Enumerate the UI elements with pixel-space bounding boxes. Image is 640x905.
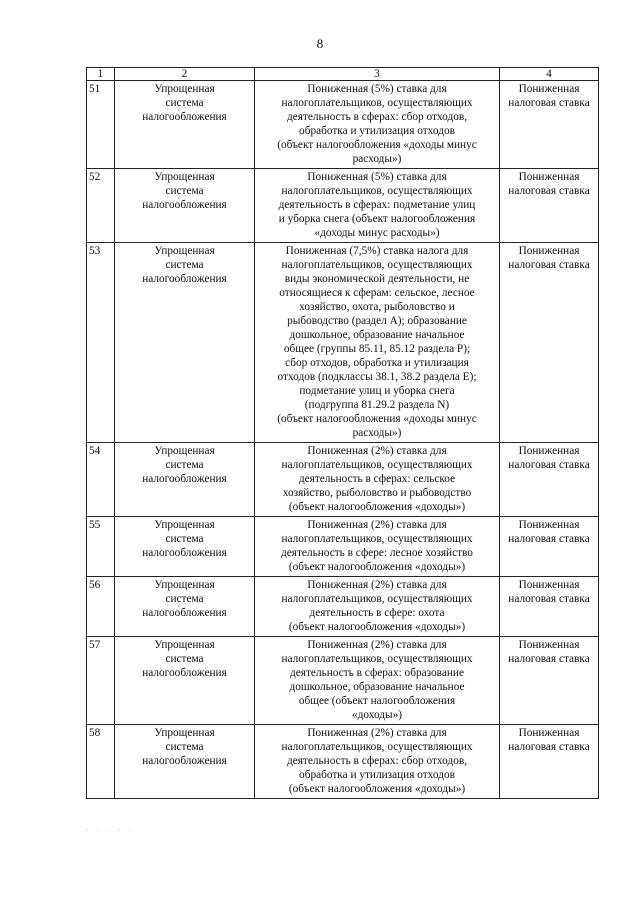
benefit-description-cell: [255, 169, 500, 243]
benefit-description-cell-line: отходов (подклассы 38.1, 38.2 раздела Е);: [277, 371, 477, 383]
benefit-type-cell: [500, 517, 599, 577]
tax-regime-cell: [115, 169, 255, 243]
tax-regime-cell-line: система: [165, 259, 204, 271]
benefit-description-cell-line: налогоплательщиков, осуществляющих: [281, 533, 473, 545]
benefit-description-cell: [255, 725, 500, 799]
tax-regime-cell: [115, 443, 255, 517]
column-header-4: 4: [500, 68, 599, 81]
benefit-type-cell: [500, 81, 599, 169]
benefit-description-cell-line: хозяйство, рыболовство и рыбоводство: [282, 487, 472, 499]
benefit-description-cell-line: налогоплательщиков, осуществляющих: [281, 459, 473, 471]
tax-regime-cell-line: система: [165, 533, 204, 545]
tax-regime-cell: [115, 577, 255, 637]
benefit-description-cell-line: деятельность в сферах: сельское: [298, 473, 456, 485]
benefit-type-cell: [500, 243, 599, 443]
column-header-3: 3: [255, 68, 500, 81]
benefit-type-cell-line: Пониженная: [518, 639, 580, 651]
benefit-description-cell-line: налогоплательщиков, осуществляющих: [281, 741, 473, 753]
tax-regime-cell-line: Упрощенная: [154, 579, 215, 591]
tax-regime-cell-line: Упрощенная: [154, 519, 215, 531]
tax-regime-cell-line: налогообложения: [142, 755, 227, 767]
benefit-description-cell: [255, 243, 500, 443]
column-header-1: 1: [87, 68, 115, 81]
benefit-description-cell-line: рыбоводство (раздел А); образование: [287, 315, 467, 327]
tax-regime-cell-line: Упрощенная: [154, 727, 215, 739]
tax-regime-cell-line: Упрощенная: [154, 639, 215, 651]
row-number: 51: [87, 81, 115, 169]
tax-regime-cell-line: налогообложения: [142, 547, 227, 559]
benefit-type-cell-line: Пониженная: [518, 579, 580, 591]
benefit-description-cell-line: (объект налогообложения «доходы»): [288, 561, 466, 573]
benefit-type-cell-line: Пониженная: [518, 83, 580, 95]
benefit-description-cell-line: Пониженная (2%) ставка для: [307, 727, 447, 739]
benefit-description-cell-line: деятельность в сферах: сбор отходов,: [286, 111, 468, 123]
benefit-type-cell-line: Пониженная: [518, 727, 580, 739]
benefit-description-cell-line: налогоплательщиков, осуществляющих: [281, 97, 473, 109]
row-number: 58: [87, 725, 115, 799]
benefit-description-cell-line: деятельность в сфере: лесное хозяйство: [281, 547, 473, 559]
row-number: 56: [87, 577, 115, 637]
table-body: [87, 81, 599, 799]
benefit-description-cell-line: «доходы минус расходы»): [314, 227, 440, 239]
tax-regime-cell-line: Упрощенная: [154, 83, 215, 95]
benefit-type-cell: [500, 637, 599, 725]
benefit-description-cell: [255, 517, 500, 577]
benefit-description-cell-line: Пониженная (5%) ставка для: [307, 83, 447, 95]
benefit-description-cell-line: обработка и утилизация отходов: [299, 769, 455, 781]
benefit-description-cell: [255, 81, 500, 169]
benefit-type-cell: [500, 169, 599, 243]
tax-regime-cell-line: налогообложения: [142, 667, 227, 679]
benefit-description-cell: [255, 443, 500, 517]
table-row: [87, 577, 599, 637]
tax-regime-cell-line: налогообложения: [142, 473, 227, 485]
benefit-description-cell-line: (объект налогообложения «доходы минус: [277, 139, 477, 151]
benefit-description-cell-line: Пониженная (5%) ставка для: [307, 171, 447, 183]
tax-regime-cell-line: налогообложения: [142, 111, 227, 123]
benefit-description-cell-line: относящиеся к сферам: сельское, лесное: [279, 287, 475, 299]
scan-artifact: · · · · ·: [86, 826, 135, 835]
benefit-type-cell-line: Пониженная: [518, 519, 580, 531]
benefit-description-cell-line: Пониженная (2%) ставка для: [307, 639, 447, 651]
tax-regime-cell: [115, 637, 255, 725]
tax-regime-cell-line: налогообложения: [142, 273, 227, 285]
benefit-description-cell-line: виды экономической деятельности, не: [284, 273, 470, 285]
benefit-description-cell-line: дошкольное, образование начальное: [289, 681, 465, 693]
table-row: [87, 517, 599, 577]
tax-benefits-table: [86, 67, 599, 799]
benefit-description-cell-line: деятельность в сферах: образование: [290, 667, 464, 679]
benefit-type-cell-line: Пониженная: [518, 245, 580, 257]
benefit-type-cell-line: налоговая ставка: [508, 459, 590, 471]
benefit-type-cell-line: налоговая ставка: [508, 653, 590, 665]
benefit-description-cell-line: сбор отходов, обработка и утилизация: [285, 357, 469, 369]
benefit-description-cell: [255, 577, 500, 637]
benefit-type-cell-line: налоговая ставка: [508, 741, 590, 753]
table-header-row: [87, 68, 599, 81]
tax-regime-cell-line: налогообложения: [142, 607, 227, 619]
benefit-description-cell-line: деятельность в сфере: охота: [309, 607, 445, 619]
row-number: 53: [87, 243, 115, 443]
benefit-description-cell-line: расходы»): [352, 427, 402, 439]
benefit-description-cell-line: налогоплательщиков, осуществляющих: [281, 185, 473, 197]
row-number: 54: [87, 443, 115, 517]
tax-regime-cell-line: система: [165, 741, 204, 753]
benefit-type-cell-line: налоговая ставка: [508, 259, 590, 271]
benefit-type-cell-line: Пониженная: [518, 445, 580, 457]
benefit-description-cell-line: Пониженная (2%) ставка для: [307, 519, 447, 531]
benefit-type-cell-line: Пониженная: [518, 171, 580, 183]
benefit-description-cell-line: обработка и утилизация отходов: [299, 125, 455, 137]
table-row: [87, 169, 599, 243]
tax-regime-cell: [115, 243, 255, 443]
benefit-description-cell-line: Пониженная (2%) ставка для: [307, 579, 447, 591]
benefit-type-cell-line: налоговая ставка: [508, 593, 590, 605]
row-number: 55: [87, 517, 115, 577]
benefit-description-cell-line: «доходы»): [351, 709, 403, 721]
tax-regime-cell-line: система: [165, 593, 204, 605]
benefit-description-cell-line: деятельность в сферах: сбор отходов,: [286, 755, 468, 767]
benefit-type-cell-line: налоговая ставка: [508, 533, 590, 545]
tax-regime-cell: [115, 725, 255, 799]
benefit-description-cell-line: дошкольное, образование начальное: [289, 329, 465, 341]
row-number: 52: [87, 169, 115, 243]
table-row: [87, 637, 599, 725]
tax-regime-cell-line: налогообложения: [142, 199, 227, 211]
tax-regime-cell-line: система: [165, 185, 204, 197]
tax-regime-cell: [115, 81, 255, 169]
table-row: [87, 725, 599, 799]
benefit-description-cell-line: (объект налогообложения «доходы»): [288, 501, 466, 513]
page-number: 8: [316, 36, 324, 51]
benefit-description-cell-line: и уборка снега (объект налогообложения: [278, 213, 476, 225]
tax-regime-cell-line: система: [165, 97, 204, 109]
benefit-type-cell: [500, 725, 599, 799]
benefit-type-cell-line: налоговая ставка: [508, 185, 590, 197]
benefit-description-cell-line: деятельность в сферах: подметание улиц: [278, 199, 476, 211]
benefit-description-cell-line: (объект налогообложения «доходы»): [288, 621, 466, 633]
table-row: [87, 81, 599, 169]
benefit-description-cell-line: Пониженная (7,5%) ставка налога для: [285, 245, 469, 257]
benefit-description-cell-line: хозяйство, охота, рыболовство и: [299, 301, 455, 313]
tax-regime-cell: [115, 517, 255, 577]
benefit-description-cell-line: (подгруппа 81.29.2 раздела N): [304, 399, 450, 411]
table-row: [87, 243, 599, 443]
benefit-description-cell-line: подметание улиц и уборка снега: [299, 385, 455, 397]
tax-regime-cell-line: система: [165, 653, 204, 665]
benefit-description-cell: [255, 637, 500, 725]
tax-regime-cell-line: Упрощенная: [154, 445, 215, 457]
benefit-type-cell: [500, 443, 599, 517]
benefit-description-cell-line: налогоплательщиков, осуществляющих: [281, 259, 473, 271]
benefit-type-cell: [500, 577, 599, 637]
column-header-2: 2: [115, 68, 255, 81]
benefit-description-cell-line: расходы»): [352, 153, 402, 165]
table-row: [87, 443, 599, 517]
benefit-type-cell-line: налоговая ставка: [508, 97, 590, 109]
benefit-description-cell-line: общее (группы 85.11, 85.12 раздела Р);: [283, 343, 471, 355]
benefit-description-cell-line: (объект налогообложения «доходы»): [288, 783, 466, 795]
tax-regime-cell-line: Упрощенная: [154, 245, 215, 257]
benefit-description-cell-line: налогоплательщиков, осуществляющих: [281, 593, 473, 605]
benefit-description-cell-line: Пониженная (2%) ставка для: [307, 445, 447, 457]
benefit-description-cell-line: (объект налогообложения «доходы минус: [277, 413, 477, 425]
benefit-description-cell-line: общее (объект налогообложения: [298, 695, 456, 707]
tax-regime-cell-line: Упрощенная: [154, 171, 215, 183]
tax-regime-cell-line: система: [165, 459, 204, 471]
benefit-description-cell-line: налогоплательщиков, осуществляющих: [281, 653, 473, 665]
row-number: 57: [87, 637, 115, 725]
